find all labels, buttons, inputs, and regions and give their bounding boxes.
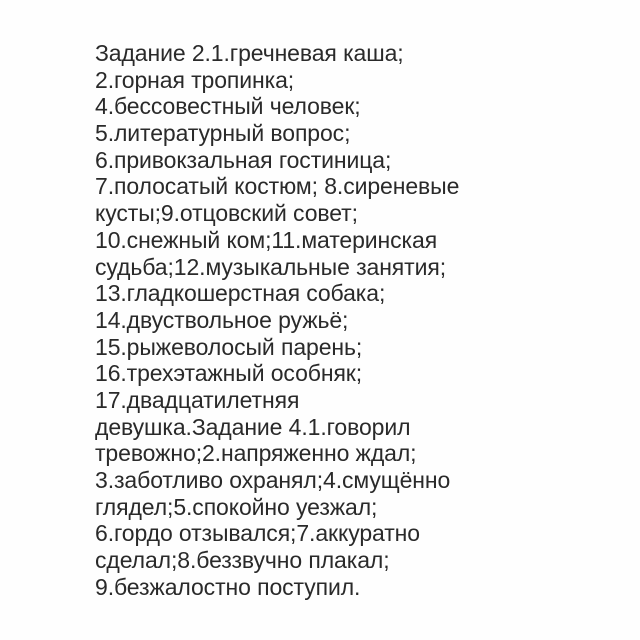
text-line: 15.рыжеволосый парень; — [95, 333, 363, 360]
text-line: 17.двадцатилетняя — [95, 386, 300, 413]
text-line: 4.бессовестный человек; — [95, 93, 361, 120]
text-line: 16.трехэтажный особняк; — [95, 360, 363, 387]
text-line: 6.привокзальная гостиница; — [95, 146, 392, 173]
text-line: 14.двуствольное ружьё; — [95, 306, 349, 333]
text-line: Задание 2.1.гречневая каша; — [95, 40, 404, 66]
text-line: 9.безжалостно поступил. — [95, 573, 361, 600]
text-line: 13.гладкошерстная собака; — [95, 280, 386, 307]
text-line: 6.гордо отзывался;7.аккуратно — [95, 520, 420, 547]
text-line: сделал;8.беззвучно плакал; — [95, 547, 390, 574]
text-line: 10.снежный ком;11.материнская — [95, 226, 438, 253]
text-line: тревожно;2.напряженно ждал; — [95, 440, 417, 467]
text-line: 7.полосатый костюм; 8.сиреневые — [95, 173, 460, 200]
text-line: глядел;5.спокойно уезжал; — [95, 493, 378, 520]
text-line: 2.горная тропинка; — [95, 66, 295, 93]
text-line: 5.литературный вопрос; — [95, 120, 351, 147]
text-line: кусты;9.отцовский совет; — [95, 200, 358, 227]
text-line: девушка.Задание 4.1.говорил — [95, 413, 411, 440]
answer-text — [95, 40, 615, 600]
text-line: судьба;12.музыкальные занятия; — [95, 253, 446, 280]
text-line: 3.заботливо охранял;4.смущённо — [95, 467, 451, 493]
